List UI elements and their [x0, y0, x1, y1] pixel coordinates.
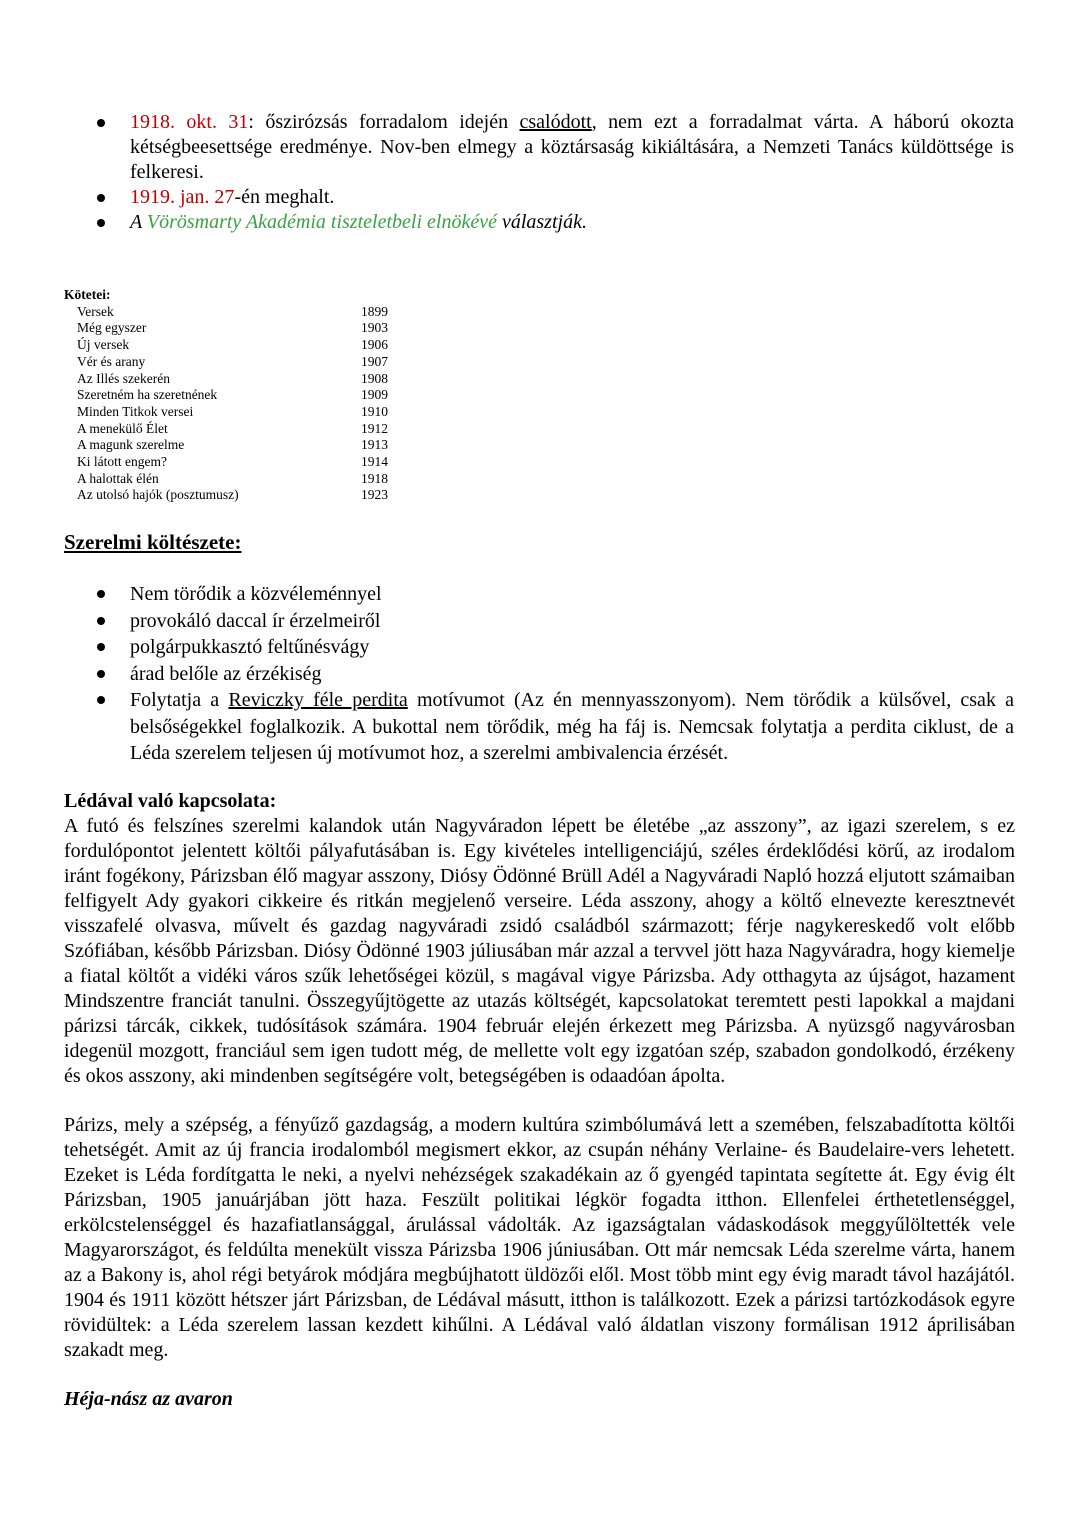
volume-year: 1903 [361, 320, 388, 336]
volume-year: 1910 [361, 403, 388, 419]
volume-row [64, 320, 401, 337]
list-item [0, 185, 1080, 210]
biography-bullet-list [0, 110, 1080, 235]
volume-year: 1913 [361, 437, 388, 453]
volume-row [64, 404, 401, 421]
volume-title: Az Illés szekerén [77, 370, 170, 386]
volume-year: 1923 [361, 487, 388, 503]
volume-year: 1907 [361, 353, 388, 369]
volume-year: 1914 [361, 454, 388, 470]
list-item [0, 210, 1080, 235]
body-paragraph: Párizs, mely a szépség, a fényűző gazdagság, a modern kultúra szimbólumává lett a szemében, felszabadította költői tehetségét. Amit az új francia irodalomból megismert ekkor, az csupán néhány Verlaine- és Baudelaire-vers lehetett. Ezeket is Léda fordítgatta le neki, a nyelvi nehézségek szakadékain az ő gyengéd tapintata segítette át. Egy évig élt Párizsban, 1905 januárjában jött haza. Feszült politikai légkör fogadta itthon. Ellenfelei érthetetlenséggel, erkölcstelenséggel és hazafiatlansággal, árulással vádolták. Az igazságtalan vádaskodások meggyűlöltették vele Magyarországot, és feldúlta menekült vissza Párizsba 1906 júniusában. Ott már nemcsak Léda szerelme várta, hanem az a Bakony is, ahol régi betyárok módjára megbújhatott üldözői elől. Most több mint egy évig maradt távol hazájától. 1904 és 1911 között hétszer járt Párizsban, de Lédával másutt, itthon is találkozott. Ezek a párizsi tartózkodások egyre rövidültek: a Léda szerelem lassan kezdett kihűlni. A Lédával való áldatlan viszony formálisan 1912 áprilisában szakadt meg. [64, 1114, 1015, 1361]
volume-title: Szeretném ha szeretnének [77, 387, 218, 403]
poem-heading: Héja-nász az avaron [64, 1388, 233, 1410]
volume-row [64, 421, 401, 438]
item-text: Nem törődik a közvéleménnyel [130, 583, 382, 605]
volume-year: 1918 [361, 470, 388, 486]
list-item [0, 581, 1080, 608]
volume-title: Még egyszer [77, 320, 147, 336]
underlined-text: csalódott [519, 111, 592, 133]
love-poetry-bullet-list [0, 581, 1080, 767]
volume-row [64, 454, 401, 471]
item-text: motívumot (Az én mennyasszonyom). Nem törődik a külsővel, csak a belsőségekkel foglalkozik. A bukottal nem törődik, még ha fáj is. Nemcsak folytatja a perdita ciklust, de a Léda szerelem teljesen új motívumot hoz, a szerelmi ambivalencia érzését. [130, 689, 1015, 764]
bullet-icon [97, 670, 105, 678]
volume-year: 1912 [361, 420, 388, 436]
list-item [0, 634, 1080, 661]
volume-row [64, 437, 401, 454]
item-text: Folytatja a [130, 689, 229, 711]
list-item [0, 110, 1080, 185]
volume-row [64, 371, 401, 388]
volume-row [64, 387, 401, 404]
volume-year: 1908 [361, 370, 388, 386]
volume-title: Minden Titkok versei [77, 403, 194, 419]
volume-row [64, 337, 401, 354]
volume-title: A halottak élén [77, 470, 159, 486]
list-item [0, 687, 1080, 767]
volume-title: A menekülő Élet [77, 420, 168, 436]
volume-year: 1899 [361, 303, 388, 319]
volumes-list [64, 287, 401, 504]
volume-row [64, 354, 401, 371]
body-paragraph: A futó és felszínes szerelmi kalandok után Nagyváradon lépett be életébe „az asszony”, az igazi szerelem, s ez fordulópontot jelentett költői pályafutásában is. Egy kivételes intelligenciájú, széles érdeklődési körű, az irodalom iránt fogékony, Párizsban élő magyar asszony, Diósy Ödönné Brüll Adél a Nagyváradi Napló hozzá eljutott számaiban felfigyelt Ady gyakori cikkeire és ritkán megjelenő verseire. Léda asszony, ahogy a költő elnevezte keresztnevét visszafelé olvasva, művelt és gazdag nagyváradi zsidó családból származott; férje nagykereskedő volt előbb Szófiában, később Párizsban. Diósy Ödönné 1903 júliusában már azzal a tervvel jött haza Nagyváradra, hogy kiemelje a fiatal költőt a vidéki város szűk lehetőségei közül, s magával vigye Párizsba. Ady otthagyta az újságot, hazament Mindszentre franciát tanulni. Összegyűjtögette az utazás költségét, kapcsolatokat teremtett pesti lapokkal a majdani párizsi tárcák, cikkek, tudósítások számára. 1904 február elején érkezett meg Párizsba. A nyüzsgő nagyvárosban idegenül mozgott, franciául sem igen tudott még, de mellette volt egy izgatóan szép, szabadon gondolkodó, érzékeny és okos asszony, aki mindenben segítségére volt, betegségében is odaadóan ápolta. [64, 815, 1015, 1087]
bullet-icon [97, 590, 105, 598]
volume-title: A magunk szerelme [77, 437, 185, 453]
volume-row [64, 487, 401, 504]
list-item [0, 661, 1080, 688]
volume-year: 1906 [361, 337, 388, 353]
bullet-icon [97, 119, 105, 127]
list-item [0, 608, 1080, 635]
item-text: árad belőle az érzékiség [130, 662, 322, 685]
volume-title: Az utolsó hajók (posztumusz) [77, 487, 239, 503]
bullet-icon [97, 696, 105, 704]
volume-row [64, 304, 401, 321]
item-text: választják. [496, 211, 587, 233]
volume-year: 1909 [361, 387, 388, 403]
bullet-icon [97, 219, 105, 227]
item-text: : őszirózsás forradalom idején [248, 111, 520, 133]
item-text: A [130, 211, 147, 233]
item-text: -én meghalt. [234, 186, 335, 208]
section-heading-love-poetry: Szerelmi költészete: [64, 530, 242, 554]
volume-row [64, 471, 401, 488]
volume-title: Új versek [77, 337, 130, 353]
volumes-heading: Kötetei: [64, 287, 111, 302]
highlighted-text: Vörösmarty Akadémia tiszteletbeli elnökévé [146, 211, 497, 233]
date-text: 1919. jan. 27 [130, 186, 235, 208]
item-text: provokáló daccal ír érzelmeiről [130, 609, 381, 632]
volume-title: Ki látott engem? [77, 454, 167, 470]
bullet-icon [97, 617, 105, 625]
section-heading-leda: Lédával való kapcsolata: [64, 790, 277, 812]
date-text: 1918. okt. 31 [130, 111, 249, 133]
bullet-icon [97, 194, 105, 202]
item-text: , nem ezt a forradalmat várta. A háború okozta kétségbeesettsége eredménye. Nov-ben elmegy a köztársaság kikiáltására, a Nemzeti Tanács küldöttsége is felkeresi. [130, 111, 1014, 183]
volume-title: Vér és arany [77, 353, 146, 369]
underlined-text: Reviczky féle perdita [228, 689, 408, 711]
volume-title: Versek [77, 303, 114, 319]
bullet-icon [97, 643, 105, 651]
item-text: polgárpukkasztó feltűnésvágy [130, 636, 370, 658]
